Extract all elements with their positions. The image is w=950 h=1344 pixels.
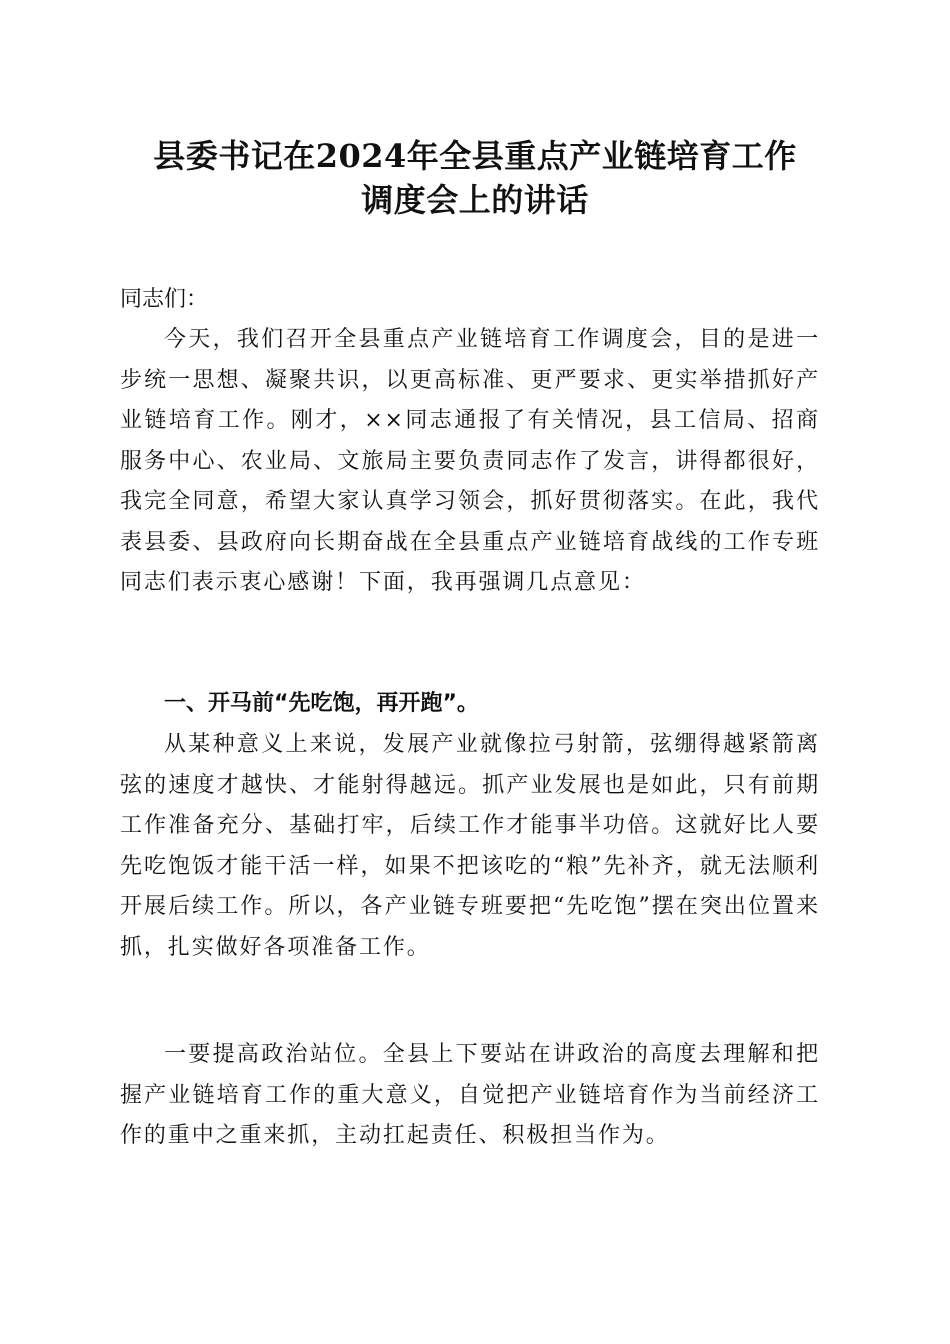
section-1-paragraph: 从某种意义上来说，发展产业就像拉弓射箭，弦绷得越紧箭离弦的速度才越快、才能射得越远。抓产业发展也是如此，只有前期工作准备充分、基础打牢，后续工作才能事半功倍。这就好比人要先吃饱饭才能干活一样，如果不把该吃的“粮”先补齐，就无法顺利开展后续工作。所以，各产业链专班要把“先吃饱”摆在突出位置来抓，扎实做好各项准备工作。: [120, 732, 820, 960]
title-line-2: 调度会上的讲话: [361, 181, 589, 219]
section-1-point-1-paragraph: 一要提高政治站位。全县上下要站在讲政治的高度去理解和把握产业链培育工作的重大意义，自觉把产业链培育作为当前经济工作的重中之重来抓，主动扛起责任、积极担当作为。: [120, 1042, 820, 1148]
title-line-1: 县委书记在2024年全县重点产业链培育工作: [153, 137, 797, 175]
salutation: 同志们：: [120, 287, 209, 312]
section-heading-1: 一、开马前“先吃饱，再开跑”。: [164, 691, 479, 716]
document-title: [100, 134, 850, 222]
intro-paragraph: 今天，我们召开全县重点产业链培育工作调度会，目的是进一步统一思想、凝聚共识，以更高标准、更严要求、更实举措抓好产业链培育工作。刚才，××同志通报了有关情况，县工信局、招商服务中心、农业局、文旅局主要负责同志作了发言，讲得都很好，我完全同意，希望大家认真学习领会，抓好贯彻落实。在此，我代表县委、县政府向长期奋战在全县重点产业链培育战线的工作专班同志们表示衷心感谢！下面，我再强调几点意见：: [120, 327, 820, 595]
